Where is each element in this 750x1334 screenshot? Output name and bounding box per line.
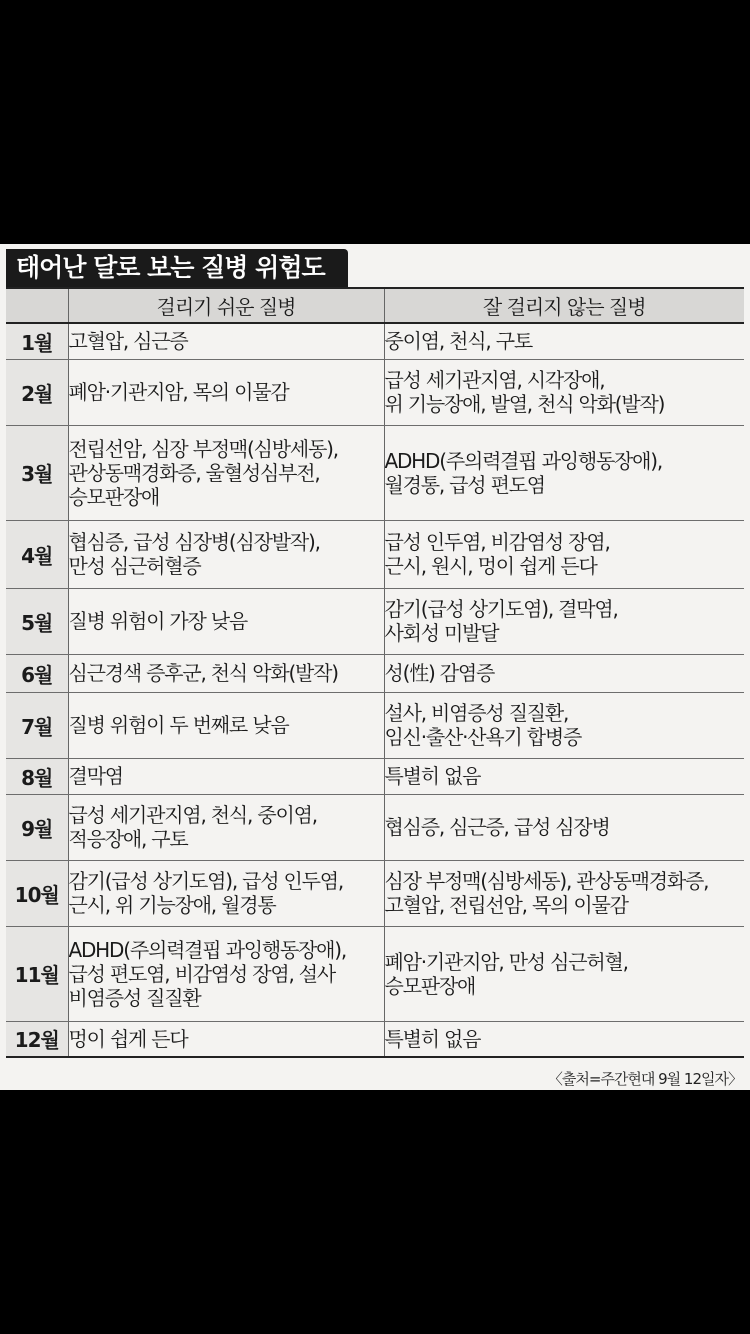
hard-disease-cell: 협심증, 심근증, 급성 심장병 [384,794,744,860]
table-row [6,1021,744,1057]
hard-disease-cell: 성(性) 감염증 [384,654,744,692]
hard-disease-cell: 특별히 없음 [384,1021,744,1057]
easy-disease-cell: 질병 위험이 가장 낮음 [68,588,384,654]
table-row [6,425,744,520]
table-row [6,654,744,692]
table-row [6,323,744,359]
hard-disease-cell: 특별히 없음 [384,758,744,794]
table-row [6,926,744,1021]
table-row [6,588,744,654]
easy-disease-cell: 멍이 쉽게 든다 [68,1021,384,1057]
month-cell: 12월 [6,1021,68,1057]
hard-disease-cell: 감기(급성 상기도염), 결막염, 사회성 미발달 [384,588,744,654]
easy-disease-cell: 감기(급성 상기도염), 급성 인두염, 근시, 위 기능장애, 월경통 [68,860,384,926]
hard-disease-cell: 폐암·기관지암, 만성 심근허혈, 승모판장애 [384,926,744,1021]
table-row [6,359,744,425]
hard-disease-cell: 중이염, 천식, 구토 [384,323,744,359]
easy-disease-cell: 급성 세기관지염, 천식, 중이염, 적응장애, 구토 [68,794,384,860]
easy-disease-cell: ADHD(주의력결핍 과잉행동장애), 급성 편도염, 비감염성 장염, 설사 비염증성 질질환 [68,926,384,1021]
month-cell: 3월 [6,425,68,520]
easy-disease-cell: 폐암·기관지암, 목의 이물감 [68,359,384,425]
hard-disease-cell: 급성 인두염, 비감염성 장염, 근시, 원시, 멍이 쉽게 든다 [384,520,744,588]
hard-disease-cell: 설사, 비염증성 질질환, 임신·출산·산욕기 합병증 [384,692,744,758]
hard-disease-cell: 급성 세기관지염, 시각장애, 위 기능장애, 발열, 천식 악화(발작) [384,359,744,425]
easy-disease-cell: 협심증, 급성 심장병(심장발작), 만성 심근허혈증 [68,520,384,588]
easy-disease-cell: 질병 위험이 두 번째로 낮음 [68,692,384,758]
easy-disease-cell: 심근경색 증후군, 천식 악화(발작) [68,654,384,692]
easy-disease-cell: 고혈압, 심근증 [68,323,384,359]
table-row [6,520,744,588]
month-cell: 4월 [6,520,68,588]
month-cell: 11월 [6,926,68,1021]
header-easy-diseases: 걸리기 쉬운 질병 [68,288,384,323]
month-cell: 9월 [6,794,68,860]
table-row [6,794,744,860]
month-cell: 1월 [6,323,68,359]
header-row [6,288,744,323]
month-cell: 6월 [6,654,68,692]
table-row [6,692,744,758]
title-bar [6,249,348,287]
table-title: 태어난 달로 보는 질병 위험도 [16,253,325,282]
source-credit: 〈출처=주간현대 9월 12일자〉 [547,1070,742,1088]
easy-disease-cell: 결막염 [68,758,384,794]
table-row [6,860,744,926]
month-cell: 10월 [6,860,68,926]
month-cell: 8월 [6,758,68,794]
header-month [6,288,68,323]
month-cell: 2월 [6,359,68,425]
table-row [6,758,744,794]
header-hard-diseases: 잘 걸리지 않는 질병 [384,288,744,323]
news-table-image [0,244,750,1090]
hard-disease-cell: ADHD(주의력결핍 과잉행동장애), 월경통, 급성 편도염 [384,425,744,520]
month-cell: 5월 [6,588,68,654]
easy-disease-cell: 전립선암, 심장 부정맥(심방세동), 관상동맥경화증, 울혈성심부전, 승모판장애 [68,425,384,520]
hard-disease-cell: 심장 부정맥(심방세동), 관상동맥경화증, 고혈압, 전립선암, 목의 이물감 [384,860,744,926]
disease-risk-table [6,287,744,1058]
month-cell: 7월 [6,692,68,758]
